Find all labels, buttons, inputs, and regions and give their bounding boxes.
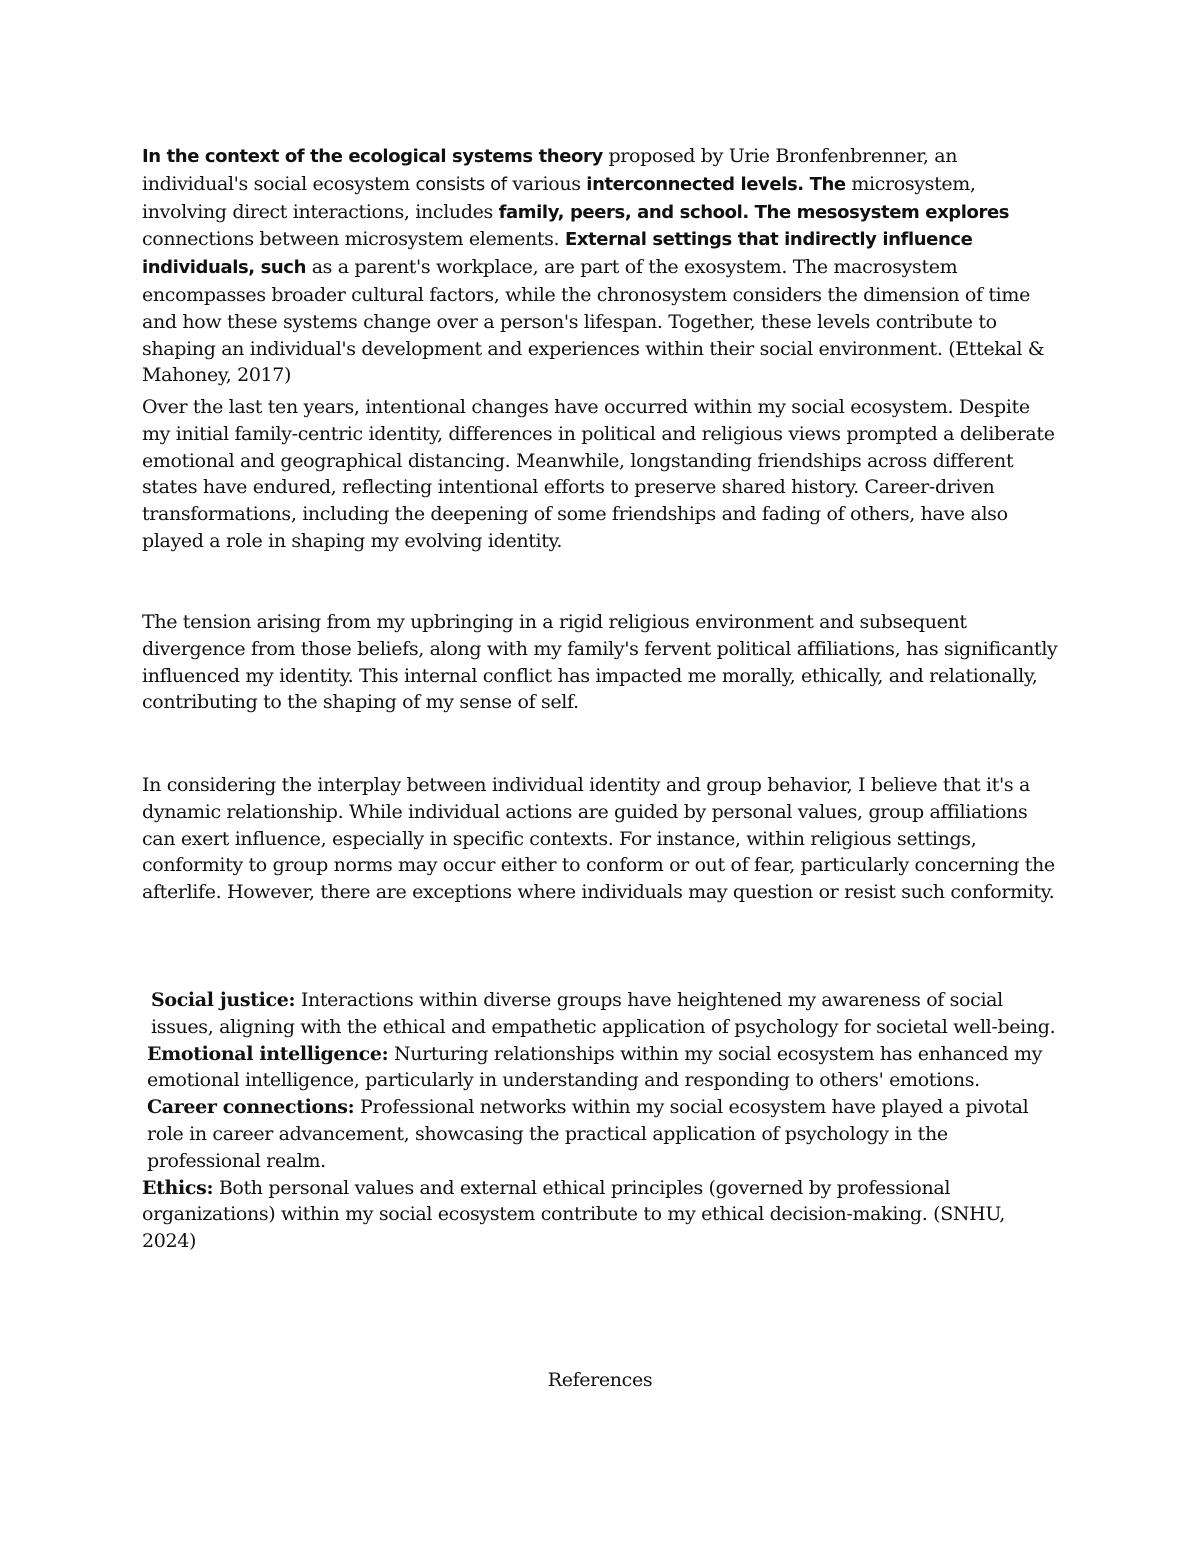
list-term: Career connections:	[147, 1096, 355, 1119]
text-run: as a parent's workplace, are part of the exosystem. The macrosystem encompasses broader cultural factors, while the chronosystem considers the dimension of time and how these systems change over a person's lifespan. Together, these levels contribute to shaping an individual's development and experiences within their social environment. (Ettekal & Mahoney, 2017)	[142, 256, 1045, 387]
list-text: Interactions within diverse groups have heightened my awareness of social issues, aligning with the ethical and empathetic application of psychology for societal well-being.	[151, 989, 1056, 1038]
text-run: proposed by Urie Bronfenbrenner, an individual's social ecosystem	[142, 145, 958, 195]
text-run: consists of	[415, 173, 507, 195]
list-text: Nurturing relationships within my social ecosystem has enhanced my emotional intelligence, particularly in understanding and responding to others' emotions.	[147, 1042, 1043, 1092]
text-run: various	[506, 172, 587, 195]
paragraph-ecological-systems	[142, 143, 1062, 389]
text-run: interconnected levels. The	[586, 173, 846, 195]
paragraph-identity-group-behavior: In considering the interplay between individual identity and group behavior, I believe that it's a dynamic relationship. While individual actions are guided by personal values, group affiliations can exert influence, especially in specific contexts. For instance, within religious settings, conformity to group norms may occur either to conform or out of fear, particularly concerning the afterlife. However, there are exceptions where individuals may question or resist such conformity.	[142, 774, 1055, 904]
paragraph-tension: The tension arising from my upbringing in a rigid religious environment and subsequent divergence from those beliefs, along with my family's fervent political affiliations, has significantly influenced my identity. This internal conflict has impacted me morally, ethically, and relationally, contributing to the shaping of my sense of self.	[142, 611, 1058, 714]
text-run: microsystem, involving direct interactions, includes	[142, 172, 976, 223]
list-term: Emotional intelligence:	[147, 1042, 389, 1065]
paragraph-intentional-changes: Over the last ten years, intentional changes have occurred within my social ecosystem. Despite my initial family-centric identity, differences in political and religious views prompted a deliberate emotional and geographical distancing. Meanwhile, longstanding friendships across different states have endured, reflecting intentional efforts to preserve shared history. Career-driven transformations, including the deepening of some friendships and fading of others, have also played a role in shaping my evolving identity.	[142, 396, 1055, 552]
text-run: In the context of the ecological systems theory	[142, 146, 603, 167]
list-term: Social justice:	[151, 989, 296, 1011]
list-text: Both personal values and external ethical principles (governed by professional organizations) within my social ecosystem contribute to my ethical decision-making. (SNHU, 2024)	[142, 1176, 1005, 1253]
text-run: External settings that indirectly influence individuals, such	[142, 229, 973, 279]
list-item-career-connections	[142, 1094, 1062, 1174]
list-text: Professional networks within my social ecosystem have played a pivotal role in career advancement, showcasing the practical application of psychology in the professional realm.	[147, 1096, 1029, 1172]
references-heading: References	[547, 1369, 653, 1391]
list-term: Ethics:	[142, 1176, 214, 1199]
text-run: family, peers, and school. The mesosystem explores	[498, 201, 1010, 223]
list-item-ethics	[142, 1175, 1062, 1255]
list-item-emotional-intelligence	[142, 1041, 1062, 1095]
text-run: connections between microsystem elements.	[142, 228, 565, 251]
psychology-application-list	[142, 987, 1062, 1255]
list-item-social-justice	[142, 987, 1062, 1041]
